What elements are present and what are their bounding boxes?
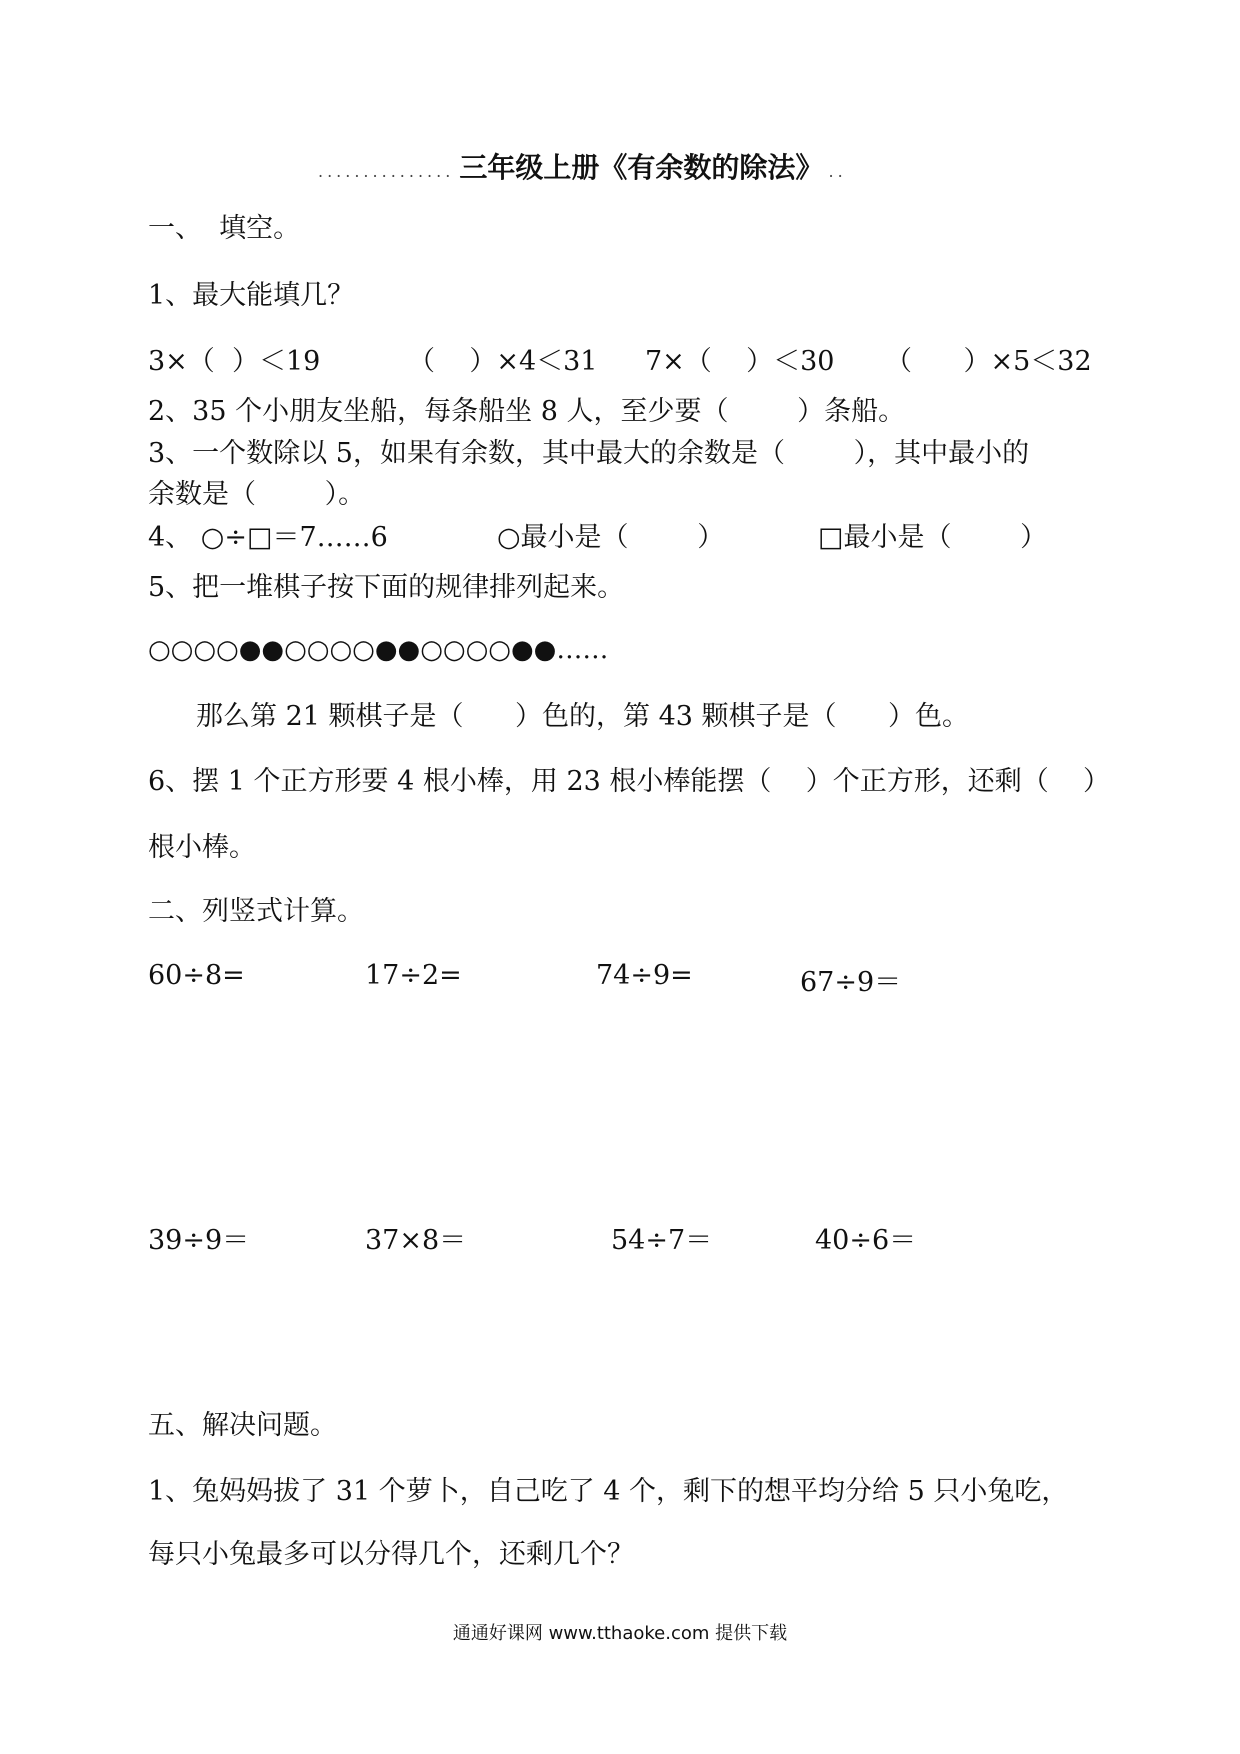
title-dots-right: ..	[828, 162, 847, 181]
page-title	[318, 146, 847, 186]
calc-5: 39÷9＝	[148, 1225, 250, 1256]
section5-heading: 五、解决问题。	[148, 1410, 337, 1441]
q2: 2、35 个小朋友坐船，每条船坐 8 人，至少要（ ）条船。	[148, 396, 906, 427]
q1-label: 1、最大能填几？	[148, 280, 355, 311]
calc-7: 54÷7＝	[611, 1225, 713, 1256]
q6-line2: 根小棒。	[148, 832, 256, 863]
calc-3: 74÷9=	[596, 960, 693, 991]
section1-heading: 一、 填空。	[148, 213, 301, 244]
calc-1: 60÷8=	[148, 960, 245, 991]
title-dots-left: ...............	[318, 162, 455, 181]
calc-2: 17÷2=	[365, 960, 462, 991]
q1-item-2: （ ）×4＜31	[408, 346, 598, 377]
calc-4: 67÷9＝	[800, 967, 902, 998]
q4-equation: 4、 ○÷□＝7……6	[148, 522, 388, 553]
p1-line1: 1、兔妈妈拔了 31 个萝卜，自己吃了 4 个，剩下的想平均分给 5 只小兔吃，	[148, 1476, 1069, 1507]
q3-line1: 3、一个数除以 5，如果有余数，其中最大的余数是（ ），其中最小的	[148, 438, 1030, 469]
calc-6: 37×8＝	[365, 1225, 467, 1256]
q6-line1: 6、摆 1 个正方形要 4 根小棒，用 23 根小棒能摆（ ）个正方形，还剩（ ）	[148, 766, 1111, 797]
q5-pattern: ○○○○●●○○○○●●○○○○●●……	[148, 635, 609, 665]
footer-credit: 通通好课网 www.tthaoke.com 提供下载	[452, 1623, 788, 1644]
q4-circle-min: ○最小是（ ）	[497, 522, 725, 553]
q1-item-3: 7×（ ）＜30	[645, 346, 835, 377]
calc-8: 40÷6＝	[815, 1225, 917, 1256]
q1-item-4: （ ）×5＜32	[885, 346, 1092, 377]
q3-line2: 余数是（ ）。	[148, 479, 366, 510]
section2-heading: 二、列竖式计算。	[148, 896, 364, 927]
q4-square-min: □最小是（ ）	[818, 522, 1048, 553]
q1-item-1: 3×（ ）＜19	[148, 346, 321, 377]
q5: 5、把一堆棋子按下面的规律排列起来。	[148, 572, 625, 603]
title-text: 三年级上册《有余数的除法》	[459, 151, 824, 184]
q5-question: 那么第 21 颗棋子是（ ）色的，第 43 颗棋子是（ ）色。	[196, 701, 970, 732]
p1-line2: 每只小兔最多可以分得几个，还剩几个？	[148, 1539, 634, 1570]
